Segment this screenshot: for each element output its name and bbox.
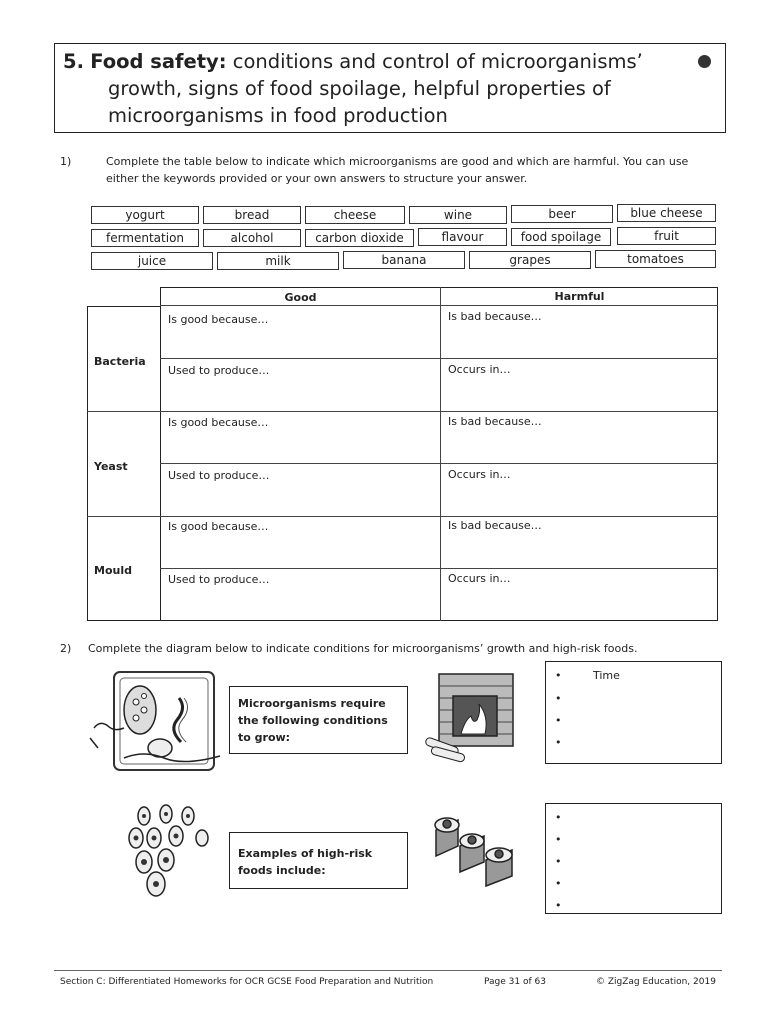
fireplace-warmth-icon <box>421 668 521 764</box>
question-text-line2: either the keywords provided or your own answers to structure your answer. <box>106 172 528 185</box>
table-outer <box>160 287 718 621</box>
concept-text: the following conditions <box>238 714 388 727</box>
keyword: banana <box>343 251 465 269</box>
concept-text: to grow: <box>238 731 291 744</box>
bullet: • <box>555 899 562 912</box>
keyword: flavour <box>418 228 507 246</box>
row-label-yeast: Yeast <box>94 460 128 473</box>
table-cell[interactable]: Used to produce… <box>168 573 270 586</box>
section-title-line1: conditions and control of microorganisms’ <box>232 50 643 73</box>
bullet: • <box>555 855 562 868</box>
section-number: 5. <box>63 50 84 73</box>
bullet: • <box>555 811 562 824</box>
question-1 <box>60 153 730 189</box>
table-cell[interactable]: Is good because… <box>168 313 269 326</box>
section-title-line2: growth, signs of food spoilage, helpful properties of <box>108 77 611 100</box>
table-cell[interactable]: Is bad because… <box>448 519 542 532</box>
table-cell[interactable]: Used to produce… <box>168 364 270 377</box>
footer-copyright: © ZigZag Education, 2019 <box>596 977 716 987</box>
high-risk-foods-list-box[interactable] <box>545 803 722 914</box>
keyword: blue cheese <box>617 204 716 222</box>
footer-source: Section C: Differentiated Homeworks for OCR GCSE Food Preparation and Nutrition <box>60 977 434 987</box>
table-sub-divider <box>160 358 718 359</box>
concept-text: foods include: <box>238 864 326 877</box>
question-text-line1: Complete the table below to indicate which microorganisms are good and which are harmful. You can use <box>106 155 689 168</box>
table-sub-divider <box>160 463 718 464</box>
keyword: food spoilage <box>511 228 611 246</box>
mould-spores-illustration-icon <box>122 798 222 902</box>
sushi-food-icon <box>432 808 522 888</box>
table-cell[interactable]: Occurs in… <box>448 468 511 481</box>
keyword: juice <box>91 252 213 270</box>
footer-divider <box>54 970 722 971</box>
table-row-divider <box>87 516 718 517</box>
bullet: • <box>555 833 562 846</box>
keyword: tomatoes <box>595 250 716 268</box>
row-label-bacteria: Bacteria <box>94 355 146 368</box>
table-row-divider <box>87 411 718 412</box>
keyword: beer <box>511 205 613 223</box>
keyword: fermentation <box>91 229 199 247</box>
high-risk-foods-box <box>229 832 408 889</box>
keyword: grapes <box>469 251 591 269</box>
keyword: wine <box>409 206 507 224</box>
keyword: fruit <box>617 227 716 245</box>
microorganisms-illustration-icon <box>84 668 226 778</box>
table-sub-divider <box>160 568 718 569</box>
bullet: • <box>555 692 562 705</box>
concept-text: Microorganisms require <box>238 697 386 710</box>
section-title-line3: microorganisms in food production <box>108 104 448 127</box>
question-number: 1) <box>60 155 72 168</box>
keyword: bread <box>203 206 301 224</box>
bullet: • <box>555 714 562 727</box>
question-2 <box>60 640 730 658</box>
growth-conditions-box <box>229 686 408 754</box>
table-cell[interactable]: Occurs in… <box>448 363 511 376</box>
section-heading: Food safety: <box>90 50 227 73</box>
keyword: milk <box>217 252 339 270</box>
row-label-mould: Mould <box>94 564 132 577</box>
conditions-list-box[interactable] <box>545 661 722 764</box>
list-item-text: Time <box>593 669 620 682</box>
table-cell[interactable]: Is good because… <box>168 520 269 533</box>
table-header-divider <box>160 305 718 306</box>
keyword: yogurt <box>91 206 199 224</box>
table-header-good: Good <box>284 291 317 304</box>
question-number: 2) <box>60 642 72 655</box>
table-cell[interactable]: Is bad because… <box>448 415 542 428</box>
bullet: • <box>555 669 562 682</box>
bullet: • <box>555 877 562 890</box>
table-cell[interactable]: Is bad because… <box>448 310 542 323</box>
table-column-divider <box>440 287 441 621</box>
bullet: • <box>555 736 562 749</box>
bullet-dot-icon <box>698 55 711 68</box>
table-cell[interactable]: Occurs in… <box>448 572 511 585</box>
table-header-harmful: Harmful <box>554 290 605 303</box>
section-title-box <box>54 43 726 133</box>
keyword: cheese <box>305 206 405 224</box>
keyword: alcohol <box>203 229 301 247</box>
question-text: Complete the diagram below to indicate conditions for microorganisms’ growth and high-risk foods. <box>88 642 638 655</box>
table-cell[interactable]: Is good because… <box>168 416 269 429</box>
concept-text: Examples of high-risk <box>238 847 373 860</box>
footer-page-number: Page 31 of 63 <box>484 977 546 987</box>
table-cell[interactable]: Used to produce… <box>168 469 270 482</box>
keyword: carbon dioxide <box>305 229 414 247</box>
